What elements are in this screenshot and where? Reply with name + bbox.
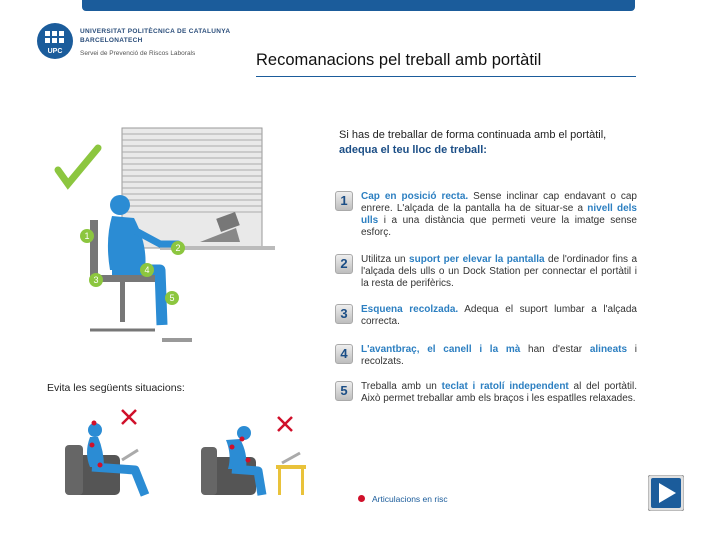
- university-name: UNIVERSITAT POLITÈCNICA DE CATALUNYA: [80, 28, 231, 35]
- number-badge: 3: [335, 304, 353, 324]
- bad-posture-sofa-illustration: [60, 405, 170, 510]
- highlight-text: alineats: [589, 344, 628, 355]
- highlight-text: Cap en posició recta.: [361, 191, 469, 202]
- play-arrow-icon: [648, 475, 684, 511]
- highlight-text: suport per elevar la pantalla: [409, 254, 545, 265]
- diagram-label-5: 5: [169, 293, 175, 303]
- check-icon: [58, 148, 98, 184]
- number-badge: 5: [335, 381, 353, 401]
- highlight-text: teclat i ratolí independent: [441, 381, 569, 392]
- highlight-text: nivell dels ulls: [361, 203, 637, 226]
- number-badge: 1: [335, 191, 353, 211]
- next-button[interactable]: [648, 475, 684, 511]
- university-subtitle: BARCELONATECH: [80, 37, 143, 44]
- workstation-illustration: [50, 120, 280, 365]
- risk-dot-icon: [358, 495, 365, 502]
- logo-text: UPC: [47, 48, 63, 55]
- title-divider: [256, 76, 636, 77]
- upc-logo: [36, 22, 74, 65]
- cross-icon: [122, 410, 136, 424]
- top-bar: [82, 0, 635, 11]
- diagram-label-3: 3: [93, 275, 99, 285]
- diagram-label-2: 2: [175, 243, 181, 253]
- number-badge: 4: [335, 344, 353, 364]
- cross-icon: [278, 417, 292, 431]
- highlight-text: Esquena recolzada.: [361, 304, 459, 315]
- bad-posture-low-table-illustration: [196, 405, 316, 510]
- legend-text: Articulacions en risc: [372, 494, 448, 504]
- intro-line-2: adequa el teu lloc de treball:: [339, 144, 487, 156]
- service-name: Servei de Prevenció de Riscos Laborals: [80, 50, 196, 57]
- diagram-label-1: 1: [84, 231, 90, 241]
- number-badge: 2: [335, 254, 353, 274]
- intro-text: [339, 128, 659, 158]
- highlight-text: L'avantbraç, el canell i la mà: [361, 344, 521, 355]
- page-title: Recomanacions pel treball amb portàtil: [256, 51, 542, 69]
- diagram-label-4: 4: [144, 265, 150, 275]
- avoid-situations-caption: Evita les següents situacions:: [47, 382, 185, 394]
- intro-line-1: Si has de treballar de forma continuada amb el portàtil,: [339, 129, 607, 141]
